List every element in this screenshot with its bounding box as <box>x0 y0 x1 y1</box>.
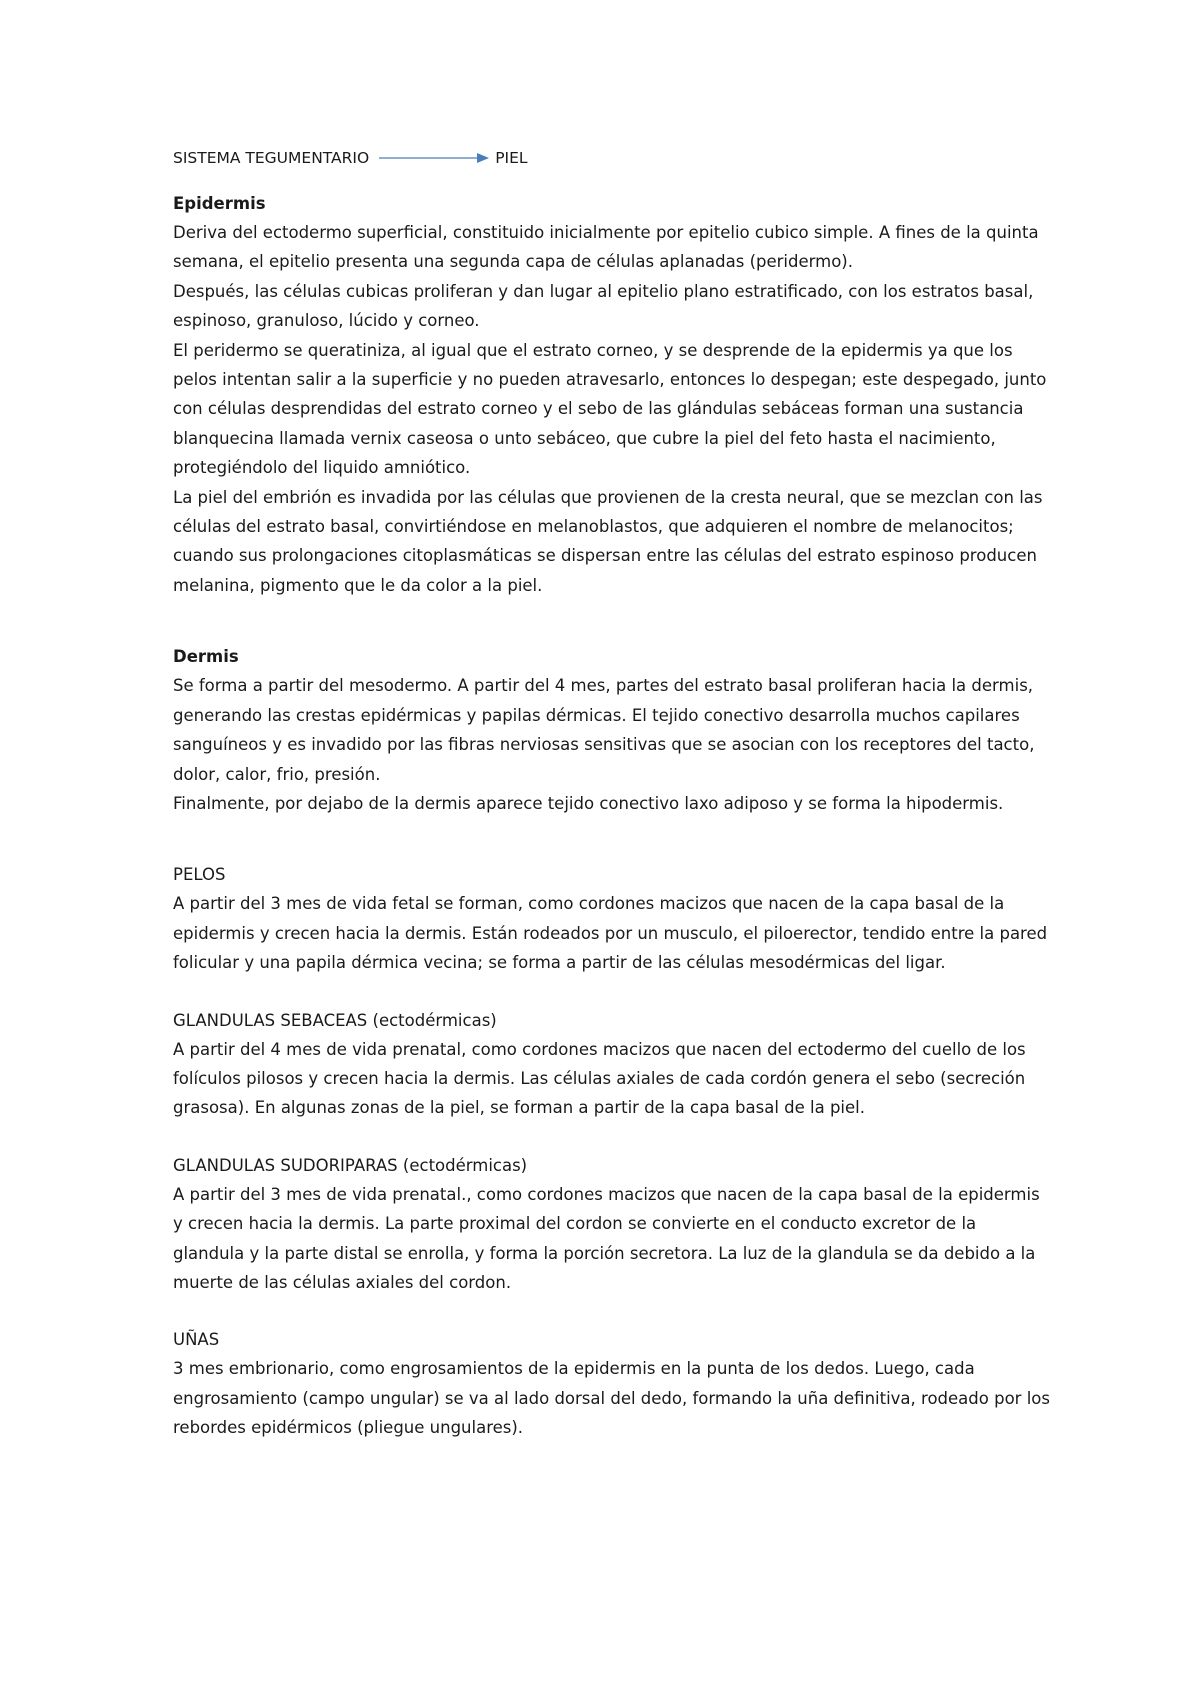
paragraph: El peridermo se queratiniza, al igual que el estrato corneo, y se desprende de la epidermis ya que los pelos intentan salir a la superficie y no pueden atravesarlo, entonces lo despegan; este despegado, junto con células desprendidas del estrato corneo y el sebo de las glándulas sebáceas forman una sustancia blanquecina llamada vernix caseosa o unto sebáceo, que cubre la piel del feto hasta el nacimiento, protegiéndolo del liquido amniótico. <box>173 340 1047 478</box>
section-dermis <box>173 642 1050 818</box>
spacer <box>173 1297 1050 1325</box>
paragraph: Se forma a partir del mesodermo. A partir del 4 mes, partes del estrato basal proliferan hacia la dermis, generando las crestas epidérmicas y papilas dérmicas. El tejido conectivo desarrolla muchos capilares sanguíneos y es invadido por las fibras nerviosas sensitivas que se asocian con los receptores del tacto, dolor, calor, frio, presión. <box>173 676 1035 784</box>
spacer <box>173 978 1050 1006</box>
paragraph: A partir del 3 mes de vida prenatal., como cordones macizos que nacen de la capa basal de la epidermis y crecen hacia la dermis. La parte proximal del cordon se convierte en el conducto excretor de la glandula y la parte distal se enrolla, y forma la porción secretora. La luz de la glandula se da debido a la muerte de las células axiales del cordon. <box>173 1184 1040 1292</box>
paragraph: La piel del embrión es invadida por las células que provienen de la cresta neural, que se mezclan con las células del estrato basal, convirtiéndose en melanoblastos, que adquieren el nombre de melanocitos; cuando sus prolongaciones citoplasmáticas se dispersan entre las células del estrato espinoso producen melanina, pigmento que le da color a la piel. <box>173 487 1043 595</box>
paragraph: A partir del 4 mes de vida prenatal, como cordones macizos que nacen del ectodermo del cuello de los folículos pilosos y crecen hacia la dermis. Las células axiales de cada cordón genera el sebo (secreción grasosa). En algunas zonas de la piel, se forman a partir de la capa basal de la piel. <box>173 1039 1026 1118</box>
spacer <box>173 1123 1050 1151</box>
spacer <box>173 818 1050 860</box>
section-title: GLANDULAS SUDORIPARAS (ectodérmicas) <box>173 1155 528 1175</box>
section-title: GLANDULAS SEBACEAS (ectodérmicas) <box>173 1010 497 1030</box>
paragraph: A partir del 3 mes de vida fetal se forman, como cordones macizos que nacen de la capa basal de la epidermis y crecen hacia la dermis. Están rodeados por un musculo, el piloerector, tendido entre la pared folicular y una papila dérmica vecina; se forma a partir de las células mesodérmicas del ligar. <box>173 894 1048 973</box>
section-epidermis <box>173 189 1050 600</box>
document-header <box>173 147 1050 169</box>
section-title: Epidermis <box>173 194 266 213</box>
paragraph: 3 mes embrionario, como engrosamientos de la epidermis en la punta de los dedos. Luego, cada engrosamiento (campo ungular) se va al lado dorsal del dedo, formando la uña definitiva, rodeado por los rebordes epidérmicos (pliegue ungulares). <box>173 1359 1050 1438</box>
section-pelos <box>173 860 1050 977</box>
section-glandulas-sudoriparas <box>173 1151 1050 1298</box>
paragraph: Finalmente, por dejabo de la dermis aparece tejido conectivo laxo adiposo y se forma la hipodermis. <box>173 793 1004 813</box>
arrow-right-icon <box>379 151 489 165</box>
spacer <box>173 600 1050 642</box>
section-title: PELOS <box>173 865 226 885</box>
header-right-title: PIEL <box>495 149 528 167</box>
header-left-title: SISTEMA TEGUMENTARIO <box>173 149 370 167</box>
paragraph: Después, las células cubicas proliferan y dan lugar al epitelio plano estratificado, con los estratos basal, espinoso, granuloso, lúcido y corneo. <box>173 281 1034 331</box>
section-title: UÑAS <box>173 1330 220 1350</box>
section-title: Dermis <box>173 647 239 667</box>
section-unas <box>173 1325 1050 1442</box>
section-glandulas-sebaceas <box>173 1006 1050 1123</box>
paragraph: Deriva del ectodermo superficial, constituido inicialmente por epitelio cubico simple. A fines de la quinta semana, el epitelio presenta una segunda capa de células aplanadas (peridermo). <box>173 223 1039 272</box>
